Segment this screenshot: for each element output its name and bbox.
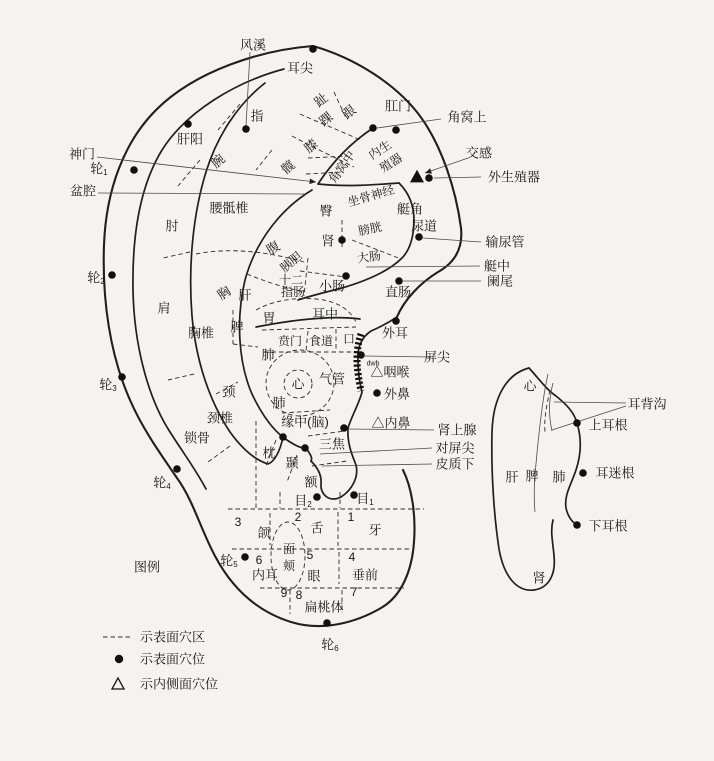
point-label: 坐骨神经 xyxy=(345,182,397,210)
point-label: 目$_1$ xyxy=(356,490,374,507)
point-label: 胃 xyxy=(262,310,276,326)
acupoint-dot xyxy=(338,236,346,244)
point-label: 锁骨 xyxy=(183,430,211,446)
point-label: 8 xyxy=(295,588,303,602)
point-label: 尿道 xyxy=(410,218,438,234)
point-label: 6 xyxy=(255,553,263,567)
legend-item-label: 示表面穴区 xyxy=(140,629,206,645)
point-label: 直肠 xyxy=(384,284,412,300)
point-label: 气管 xyxy=(318,371,346,387)
point-label: 耳背沟 xyxy=(627,396,667,412)
point-label: 颈椎 xyxy=(206,410,234,426)
back-ear-outline-right xyxy=(529,368,580,525)
back-ear-groove-line-1 xyxy=(534,374,548,512)
point-label: 上耳根 xyxy=(588,417,628,433)
acupoint-dot xyxy=(242,125,250,133)
acupoint-dot xyxy=(357,351,365,359)
point-label: 5 xyxy=(306,548,314,562)
point-label: 4 xyxy=(348,550,356,564)
point-label: 舌 xyxy=(310,520,324,536)
point-label: 9 xyxy=(280,586,288,600)
point-label: 屏尖 xyxy=(423,349,451,365)
point-label: 艇中 xyxy=(483,258,511,274)
point-label: 输尿管 xyxy=(485,234,525,250)
acupoint-dot xyxy=(241,553,249,561)
leader-line xyxy=(423,238,481,242)
point-label: 内耳 xyxy=(251,567,279,583)
point-label: 殖器 xyxy=(377,150,405,176)
point-label: 2 xyxy=(294,510,302,524)
acupoint-dot xyxy=(130,166,138,174)
point-label: 缘中(脑) xyxy=(281,414,329,430)
point-label: 垂前 xyxy=(351,567,379,583)
leader-line xyxy=(377,119,441,128)
point-label: 对屏尖 xyxy=(435,440,475,456)
helix-inner-rim xyxy=(133,69,284,489)
point-label: 轮$_1$ xyxy=(90,160,108,177)
point-label: 风溪 xyxy=(239,37,267,53)
acupoint-dot xyxy=(373,389,381,397)
scapha-inner-boundary xyxy=(191,83,286,464)
point-label: 大肠 xyxy=(356,248,382,266)
point-label: 神门 xyxy=(68,146,96,162)
acupoint-dot xyxy=(301,444,309,452)
acupoint-dot xyxy=(425,174,433,182)
point-label: △内鼻 xyxy=(371,415,411,431)
point-label: 胰胆 xyxy=(277,248,305,276)
point-label: 膀胱 xyxy=(356,219,384,239)
acupoint-dot xyxy=(279,433,287,441)
leader-line xyxy=(365,356,431,357)
point-label: 趾 xyxy=(311,90,331,110)
acupoint-dot xyxy=(392,126,400,134)
point-label: 颈 xyxy=(222,384,236,400)
point-label: 颞 xyxy=(285,455,299,471)
back-ear-outline-left xyxy=(492,368,555,590)
point-label: 腹 xyxy=(263,238,283,258)
point-label: 1 xyxy=(347,510,355,524)
acupoint-dot xyxy=(392,317,400,325)
point-label: 膝 xyxy=(301,136,321,156)
point-label: 外耳 xyxy=(381,325,409,341)
point-label: 肺 xyxy=(552,469,566,485)
point-label: 内生 xyxy=(366,137,394,163)
point-label: 指肠 xyxy=(280,285,306,299)
point-label: 心 xyxy=(291,376,305,392)
point-label: 肾 xyxy=(532,570,546,586)
point-label: 外生殖器 xyxy=(487,169,541,185)
point-label: 踝 xyxy=(316,109,336,129)
leader-line xyxy=(246,52,250,126)
point-label: 贲门 xyxy=(277,334,303,348)
point-label: 肝 xyxy=(505,469,519,485)
point-label: 面 xyxy=(282,542,296,556)
acupoint-dot xyxy=(184,120,192,128)
point-label: 脾 xyxy=(230,319,244,335)
arrowhead-icon xyxy=(425,168,432,173)
point-label: 肺 xyxy=(261,347,275,363)
acupoint-dot xyxy=(309,45,317,53)
point-label: 轮$_5$ xyxy=(220,552,238,569)
point-label: 脾 xyxy=(525,468,539,484)
arrowhead-icon xyxy=(309,178,316,184)
acupoint-dot xyxy=(340,424,348,432)
acupoint-dot xyxy=(415,233,423,241)
legend-item-label: 示表面穴位 xyxy=(140,651,206,667)
point-label: 三焦 xyxy=(318,436,346,452)
point-label: 颊 xyxy=(282,559,296,573)
point-label: 肾 xyxy=(321,233,335,249)
point-label: 肾上腺 xyxy=(437,422,477,438)
point-label: dwb xyxy=(366,360,380,368)
leader-line xyxy=(366,266,480,267)
acupoint-dot xyxy=(579,469,587,477)
legend-layer xyxy=(103,560,218,692)
leader-line xyxy=(98,193,306,194)
point-label: 腰骶椎 xyxy=(209,200,249,216)
point-label: 轮$_4$ xyxy=(153,474,171,491)
point-label: 十二 xyxy=(278,273,304,287)
point-label: 胸 xyxy=(214,283,234,303)
point-label: 口 xyxy=(342,332,356,346)
point-label: 轮$_3$ xyxy=(99,376,117,393)
point-label: 心 xyxy=(523,378,537,394)
acupoint-dot xyxy=(313,493,321,501)
acupoint-dot xyxy=(108,271,116,279)
legend-triangle-icon xyxy=(112,678,124,689)
point-label: 交感 xyxy=(465,145,493,161)
point-label: 枕 xyxy=(262,445,276,461)
point-label: 耳尖 xyxy=(286,60,314,76)
point-label: 肛门 xyxy=(384,98,412,114)
leader-line xyxy=(322,464,432,466)
point-label: △咽喉 xyxy=(370,364,410,380)
leader-line xyxy=(434,177,481,178)
point-label: 肝阳 xyxy=(176,131,204,147)
point-label: 肩 xyxy=(157,300,171,316)
point-label: 皮质下 xyxy=(435,456,475,472)
point-label: 7 xyxy=(350,585,358,599)
legend-title: 图例 xyxy=(133,559,161,575)
point-label: 跟 xyxy=(339,102,359,122)
acupoint-triangles-layer xyxy=(411,171,423,182)
acupoint-dot xyxy=(173,465,181,473)
point-label: 轮$_6$ xyxy=(321,636,339,653)
point-label: 小肠 xyxy=(318,278,346,294)
acupoint-dot xyxy=(118,373,126,381)
point-label: 下耳根 xyxy=(588,518,628,534)
point-label: 耳迷根 xyxy=(595,465,635,481)
point-label: 臀 xyxy=(319,203,333,219)
acupoint-triangle xyxy=(411,171,423,182)
point-label: 目$_2$ xyxy=(294,492,312,509)
point-label: 盆腔 xyxy=(69,183,97,199)
point-label: 眼 xyxy=(307,568,321,584)
legend-dot-icon xyxy=(115,655,123,663)
point-label: 腕 xyxy=(208,151,228,171)
point-label: 耳中 xyxy=(311,306,339,322)
point-label: 牙 xyxy=(368,522,382,538)
point-label: 外鼻 xyxy=(383,386,411,402)
point-label: 角窝中 xyxy=(325,148,359,186)
point-label: 肘 xyxy=(165,218,179,234)
point-label: 额 xyxy=(304,474,318,490)
point-label: 指 xyxy=(250,108,264,124)
point-label: 食道 xyxy=(308,334,334,348)
point-label: 轮$_2$ xyxy=(87,269,105,286)
point-label: 角窝上 xyxy=(447,109,487,125)
point-label: 颌 xyxy=(257,525,271,541)
point-label: 肺 xyxy=(272,395,286,411)
point-label: 艇角 xyxy=(396,201,424,217)
point-label: 肝 xyxy=(238,287,252,303)
acupoint-dot xyxy=(369,124,377,132)
acupoint-dot xyxy=(573,419,581,427)
acupoint-dot xyxy=(323,619,331,627)
point-label: 髋 xyxy=(278,157,298,177)
legend-item-label: 示内侧面穴位 xyxy=(140,676,219,692)
point-label: 阑尾 xyxy=(486,273,514,289)
acupoint-dot xyxy=(573,521,581,529)
point-label: 胸椎 xyxy=(187,325,215,341)
point-label: 扁桃体 xyxy=(304,599,344,615)
point-label: 3 xyxy=(234,515,242,529)
